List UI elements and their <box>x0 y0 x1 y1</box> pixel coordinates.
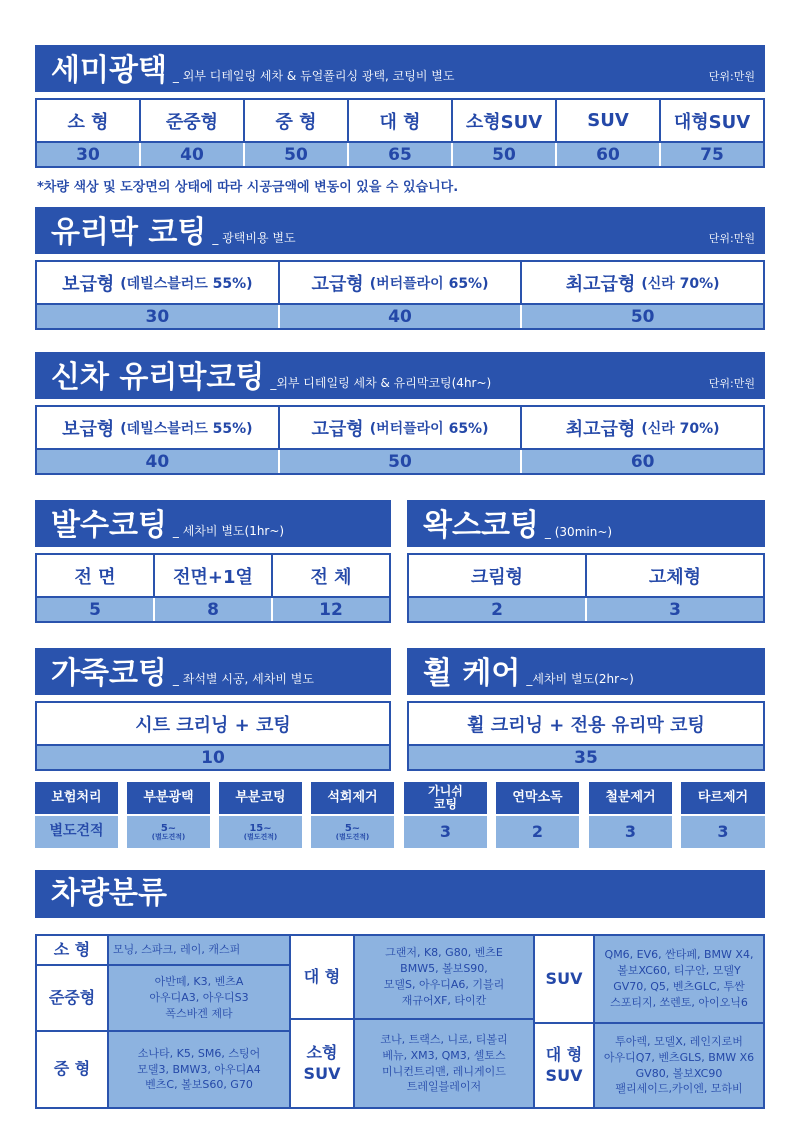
extra-partial-coating <box>219 782 302 848</box>
glass-coating-table <box>35 260 765 330</box>
newcar-header-premium <box>280 407 523 448</box>
classification-banner <box>35 870 765 918</box>
class-large-label: 대 형 <box>289 936 355 1020</box>
wax-coating-banner <box>407 500 765 547</box>
water-repellent-subtitle: _ 세차비 별도(1hr~) <box>172 524 285 538</box>
wax-coating-subtitle: _ (30min~) <box>544 525 613 539</box>
extra-partial-gloss-value <box>127 816 210 848</box>
extra-iron-removal-value-text: 3 <box>624 822 637 842</box>
leather-price: 10 <box>37 746 389 769</box>
extra-iron-removal <box>589 782 672 848</box>
extra-garnish-coating <box>404 782 487 848</box>
extra-tar-removal-value <box>681 816 765 848</box>
class-large-suv-model-line: 아우디Q7, 벤츠GLS, BMW X6 <box>603 1050 755 1064</box>
wax-header-cream: 크림형 <box>409 555 587 596</box>
extra-partial-coating-value-text: 15~ <box>249 822 272 834</box>
extra-insurance-value-text: 별도견적 <box>49 823 104 840</box>
extra-partial-gloss-value-text: 5~ <box>160 822 177 834</box>
wheel-price: 35 <box>409 746 763 769</box>
newcar-header-basic-name: 보급형 <box>62 418 115 440</box>
class-suv-model-line: QM6, EV6, 싼타페, BMW X4, <box>604 948 754 962</box>
class-small-suv-label <box>289 1020 355 1107</box>
price-note: *차량 색상 및 도장면의 상태에 따라 시공금액에 변동이 있을 수 있습니다. <box>37 180 459 195</box>
newcar-coating-unit: 단위:만원 <box>708 377 755 390</box>
class-small-suv-model-line: 베뉴, XM3, QM3, 셀토스 <box>382 1048 506 1062</box>
newcar-header-top-name: 최고급형 <box>565 418 636 440</box>
newcar-header-top <box>522 407 763 448</box>
classification-title: 차량분류 <box>51 876 167 911</box>
wheel-care-banner <box>407 648 765 695</box>
class-compact-model-line: 폭스바겐 제타 <box>165 1006 233 1020</box>
newcar-coating-subtitle: _외부 디테일링 세차 & 유리막코팅(4hr~) <box>270 376 492 390</box>
semi-header-large-suv: 대형SUV <box>661 100 763 141</box>
class-suv-model-line: GV70, Q5, 벤츠GLC, 투싼 <box>613 980 745 993</box>
extra-lime-removal-value <box>311 816 394 848</box>
glass-price-premium: 40 <box>280 305 523 328</box>
class-large-suv-label-line2: SUV <box>545 1065 583 1085</box>
class-compact-models <box>109 966 289 1032</box>
class-large-suv-model-line: 팰리세이드,카이엔, 모하비 <box>615 1082 743 1096</box>
newcar-header-basic-detail: (데빌스블러드 55%) <box>120 420 253 437</box>
semi-gloss-title: 세미광택 <box>51 53 167 88</box>
extra-fog-disinfection-label: 연막소독 <box>496 782 579 814</box>
extra-iron-removal-value <box>589 816 672 848</box>
glass-header-top <box>522 262 763 303</box>
class-large-suv-label <box>533 1024 595 1107</box>
wheel-header: 휠 크리닝 + 전용 유리막 코팅 <box>409 703 763 744</box>
extra-lime-removal <box>311 782 394 848</box>
class-small-suv-model-line: 트레일블레이저 <box>406 1080 482 1094</box>
classification-table <box>35 934 765 1109</box>
extra-partial-coating-note: (별도견적) <box>243 832 278 841</box>
extra-iron-removal-label: 철분제거 <box>589 782 672 814</box>
extra-insurance-label: 보험처리 <box>35 782 118 814</box>
glass-header-top-detail: (신라 70%) <box>641 275 720 292</box>
extra-tar-removal-value-text: 3 <box>717 822 729 842</box>
wheel-care-title: 휠 케어 <box>423 656 521 691</box>
class-large-suv-model-line: GV80, 볼보XC90 <box>635 1066 723 1080</box>
newcar-price-top: 60 <box>522 450 763 473</box>
class-small-model-line: 모닝, 스파크, 레이, 캐스퍼 <box>113 943 241 957</box>
wax-coating-title: 왁스코팅 <box>423 508 539 543</box>
semi-gloss-subtitle: _ 외부 디테일링 세차 & 듀얼폴리싱 광택, 코팅비 별도 <box>172 69 455 83</box>
extra-partial-coating-value <box>219 816 302 848</box>
glass-header-basic <box>37 262 280 303</box>
class-small-suv-label-line2: SUV <box>303 1063 341 1083</box>
semi-header-small: 소 형 <box>37 100 141 141</box>
class-large-model-line: 재규어XF, 타이칸 <box>401 993 487 1007</box>
leather-coating-title: 가죽코팅 <box>51 656 167 691</box>
water-repellent-banner <box>35 500 391 547</box>
wheel-care-subtitle: _세차비 별도(2hr~) <box>526 672 634 686</box>
water-price-front: 5 <box>37 598 155 621</box>
semi-gloss-unit: 단위:만원 <box>708 70 755 83</box>
class-mid-model-line: 벤츠C, 볼보S60, G70 <box>145 1078 253 1092</box>
semi-gloss-banner <box>35 45 765 92</box>
semi-gloss-table <box>35 98 765 168</box>
extra-partial-gloss-note: (별도견적) <box>151 832 186 841</box>
class-large-suv-models <box>595 1024 763 1107</box>
class-small-suv-model-line: 미니컨트리맨, 레니게이드 <box>382 1064 506 1078</box>
glass-header-premium-name: 고급형 <box>311 273 364 295</box>
water-price-all: 12 <box>273 598 389 621</box>
glass-coating-banner <box>35 207 765 254</box>
class-compact-model-line: 아우디A3, 아우디S3 <box>149 991 249 1005</box>
newcar-header-premium-name: 고급형 <box>311 418 364 440</box>
water-header-all: 전 체 <box>273 555 389 596</box>
class-compact-model-line: 아반떼, K3, 벤츠A <box>154 975 244 989</box>
class-small-suv-models <box>355 1020 533 1107</box>
extra-partial-gloss-label: 부분광택 <box>127 782 210 814</box>
semi-price-small-suv: 50 <box>453 143 557 166</box>
extra-insurance-value <box>35 816 118 848</box>
glass-header-basic-name: 보급형 <box>62 273 115 295</box>
newcar-coating-title: 신차 유리막코팅 <box>51 360 265 395</box>
semi-header-mid: 중 형 <box>245 100 349 141</box>
class-mid-label: 중 형 <box>37 1032 109 1107</box>
glass-price-top: 50 <box>522 305 763 328</box>
semi-price-small: 30 <box>37 143 141 166</box>
extra-partial-gloss <box>127 782 210 848</box>
class-compact-label: 준중형 <box>37 966 109 1032</box>
extra-garnish-coating-value-text: 3 <box>439 822 452 842</box>
newcar-header-premium-detail: (버터플라이 65%) <box>369 420 489 437</box>
water-header-front-row1: 전면+1열 <box>155 555 273 596</box>
semi-price-large: 65 <box>349 143 453 166</box>
class-large-model-line: BMW5, 볼보S90, <box>400 962 488 976</box>
extra-lime-removal-value-text: 5~ <box>344 822 361 834</box>
glass-header-top-name: 최고급형 <box>565 273 636 295</box>
class-suv-label: SUV <box>533 936 595 1024</box>
extra-fog-disinfection-value-text: 2 <box>531 822 544 842</box>
semi-price-suv: 60 <box>557 143 661 166</box>
class-small-suv-label-line1: 소형 <box>306 1042 338 1062</box>
wax-header-solid: 고체형 <box>587 555 763 596</box>
extra-tar-removal-label: 타르제거 <box>681 782 765 814</box>
class-suv-model-line: 볼보XC60, 티구안, 모델Y <box>617 964 741 978</box>
water-price-front-row1: 8 <box>155 598 273 621</box>
extra-lime-removal-note: (별도견적) <box>335 832 370 841</box>
semi-header-compact: 준중형 <box>141 100 245 141</box>
wheel-care-table <box>407 701 765 771</box>
glass-header-basic-detail: (데빌스블러드 55%) <box>120 275 253 292</box>
leather-coating-table <box>35 701 391 771</box>
class-large-model-line: 모델S, 아우디A6, 기블리 <box>383 978 505 991</box>
class-small-models <box>109 936 289 966</box>
semi-price-mid: 50 <box>245 143 349 166</box>
class-small-suv-model-line: 코나, 트랙스, 니로, 티볼리 <box>380 1032 508 1046</box>
extra-lime-removal-label: 석회제거 <box>311 782 394 814</box>
glass-header-premium-detail: (버터플라이 65%) <box>369 275 489 292</box>
semi-price-large-suv: 75 <box>661 143 763 166</box>
extra-fog-disinfection-value <box>496 816 579 848</box>
water-repellent-title: 발수코팅 <box>51 508 167 543</box>
glass-price-basic: 30 <box>37 305 280 328</box>
class-suv-model-line: 스포티지, 쏘렌토, 아이오닉6 <box>610 995 748 1009</box>
newcar-price-basic: 40 <box>37 450 280 473</box>
glass-header-premium <box>280 262 523 303</box>
extra-garnish-coating-label: 가니쉬 코팅 <box>404 782 487 814</box>
extra-partial-coating-label: 부분코팅 <box>219 782 302 814</box>
semi-header-small-suv: 소형SUV <box>453 100 557 141</box>
water-header-front: 전 면 <box>37 555 155 596</box>
class-large-models <box>355 936 533 1020</box>
semi-price-compact: 40 <box>141 143 245 166</box>
wax-coating-table <box>407 553 765 623</box>
newcar-coating-table <box>35 405 765 475</box>
newcar-header-top-detail: (신라 70%) <box>641 420 720 437</box>
semi-header-large: 대 형 <box>349 100 453 141</box>
class-mid-model-line: 모델3, BMW3, 아우디A4 <box>137 1062 261 1076</box>
class-large-suv-label-line1: 대 형 <box>545 1044 583 1064</box>
wax-price-solid: 3 <box>587 598 763 621</box>
glass-coating-unit: 단위:만원 <box>708 232 755 245</box>
water-repellent-table <box>35 553 391 623</box>
glass-coating-title: 유리막 코팅 <box>51 215 207 250</box>
wax-price-cream: 2 <box>409 598 587 621</box>
leather-header: 시트 크리닝 + 코팅 <box>37 703 389 744</box>
class-small-label: 소 형 <box>37 936 109 966</box>
extra-insurance <box>35 782 118 848</box>
newcar-coating-banner <box>35 352 765 399</box>
newcar-price-premium: 50 <box>280 450 523 473</box>
class-mid-model-line: 소나타, K5, SM6, 스팅어 <box>137 1046 261 1060</box>
class-large-model-line: 그랜저, K8, G80, 벤츠E <box>385 946 503 960</box>
class-suv-models <box>595 936 763 1024</box>
leather-coating-subtitle: _ 좌석별 시공, 세차비 별도 <box>172 672 314 686</box>
class-large-suv-model-line: 투아렉, 모델X, 레인지로버 <box>615 1034 743 1048</box>
extra-tar-removal <box>681 782 765 848</box>
newcar-header-basic <box>37 407 280 448</box>
glass-coating-subtitle: _ 광택비용 별도 <box>212 231 296 245</box>
semi-header-suv: SUV <box>557 100 661 141</box>
extra-fog-disinfection <box>496 782 579 848</box>
class-mid-models <box>109 1032 289 1107</box>
extra-garnish-coating-value <box>404 816 487 848</box>
leather-coating-banner <box>35 648 391 695</box>
